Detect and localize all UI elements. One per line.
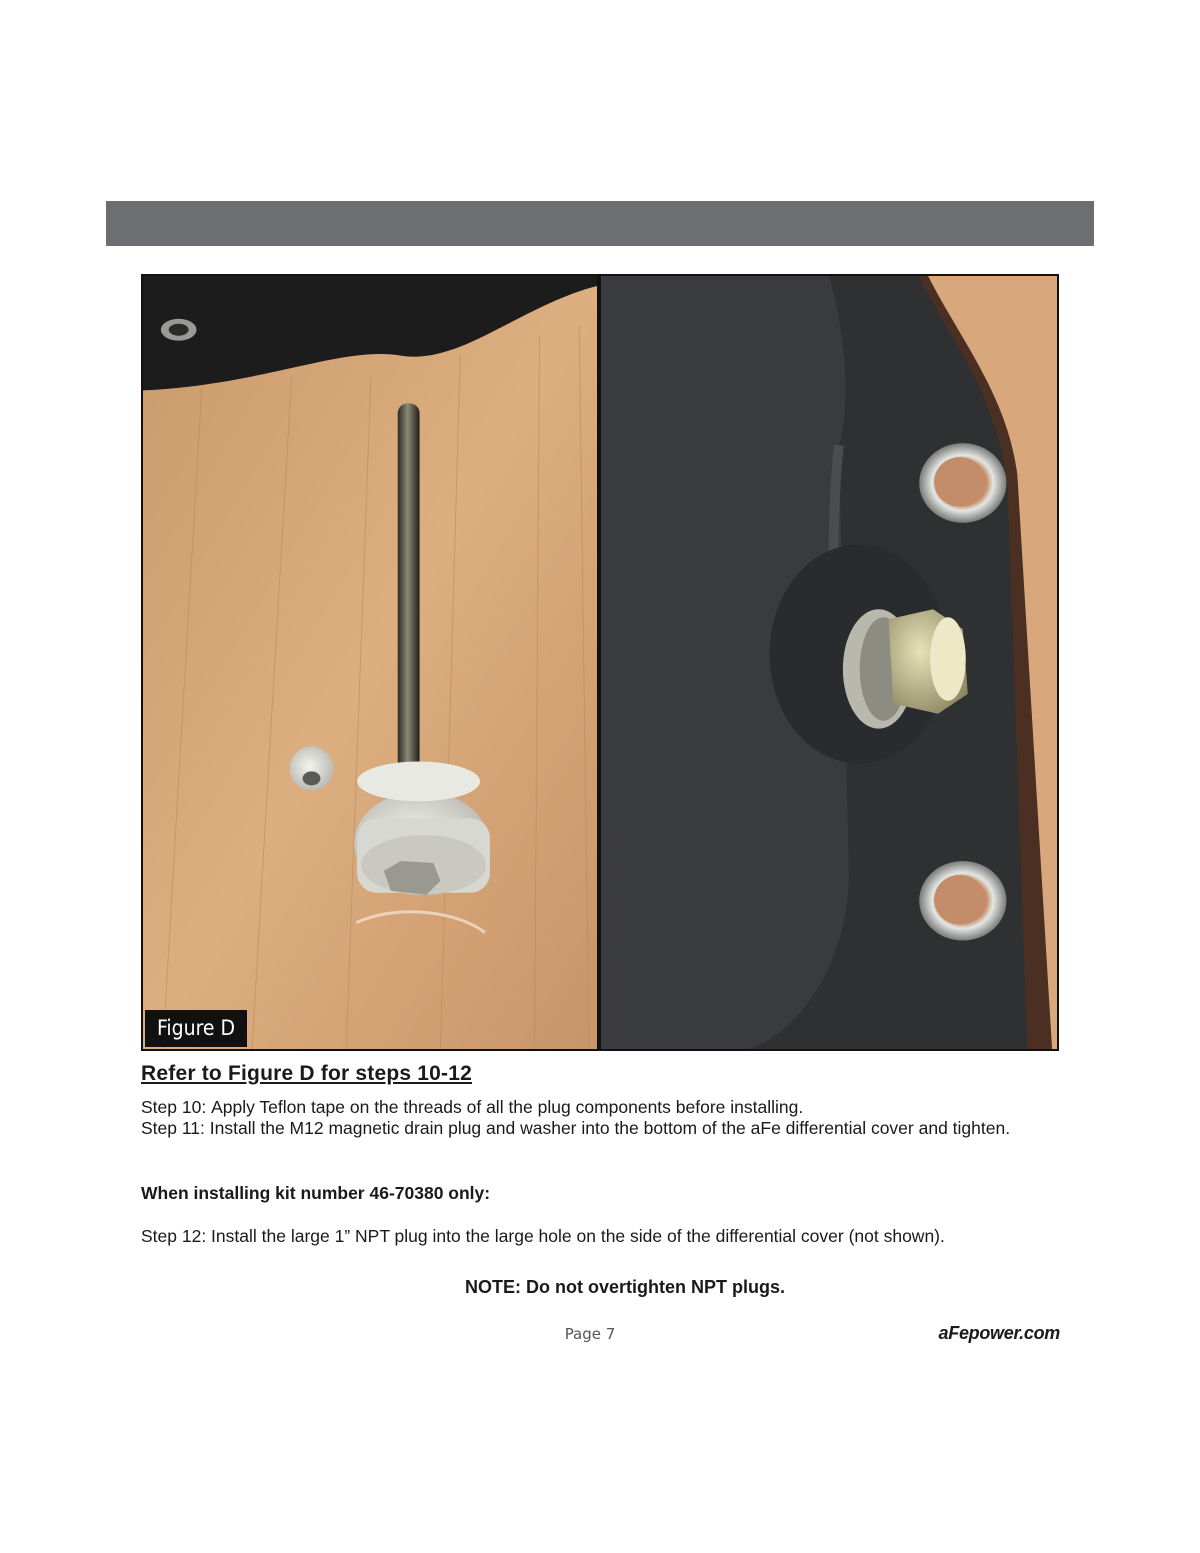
- steps-list: [141, 1097, 1071, 1139]
- site-url: aFepower.com: [938, 1323, 1060, 1343]
- step-10: [141, 1097, 1071, 1118]
- page-number: Page 7: [564, 1325, 616, 1343]
- photo-drain-plug-parts: [141, 274, 599, 1051]
- step-label: Step 11:: [141, 1118, 210, 1138]
- section-heading: Refer to Figure D for steps 10-12: [141, 1062, 473, 1085]
- step-text: Apply Teflon tape on the threads of all the plug components before installing.: [211, 1097, 804, 1117]
- step-11: [141, 1118, 1071, 1139]
- kit-note: When installing kit number 46-70380 only:: [141, 1183, 491, 1203]
- figure-label: Figure D: [145, 1010, 247, 1047]
- figure-d: [141, 274, 1059, 1051]
- header-bar: [106, 201, 1094, 246]
- step-label: Step 10:: [141, 1097, 212, 1117]
- warning-note: NOTE: Do not overtighten NPT plugs.: [465, 1277, 785, 1297]
- photo-installed-drain-plug: [599, 274, 1059, 1051]
- step-12: Step 12: Install the large 1” NPT plug into the large hole on the side of the differential cover (not shown).: [141, 1226, 945, 1246]
- step-text: Install the M12 magnetic drain plug and washer into the bottom of the aFe differential cover and tighten.: [209, 1118, 1011, 1138]
